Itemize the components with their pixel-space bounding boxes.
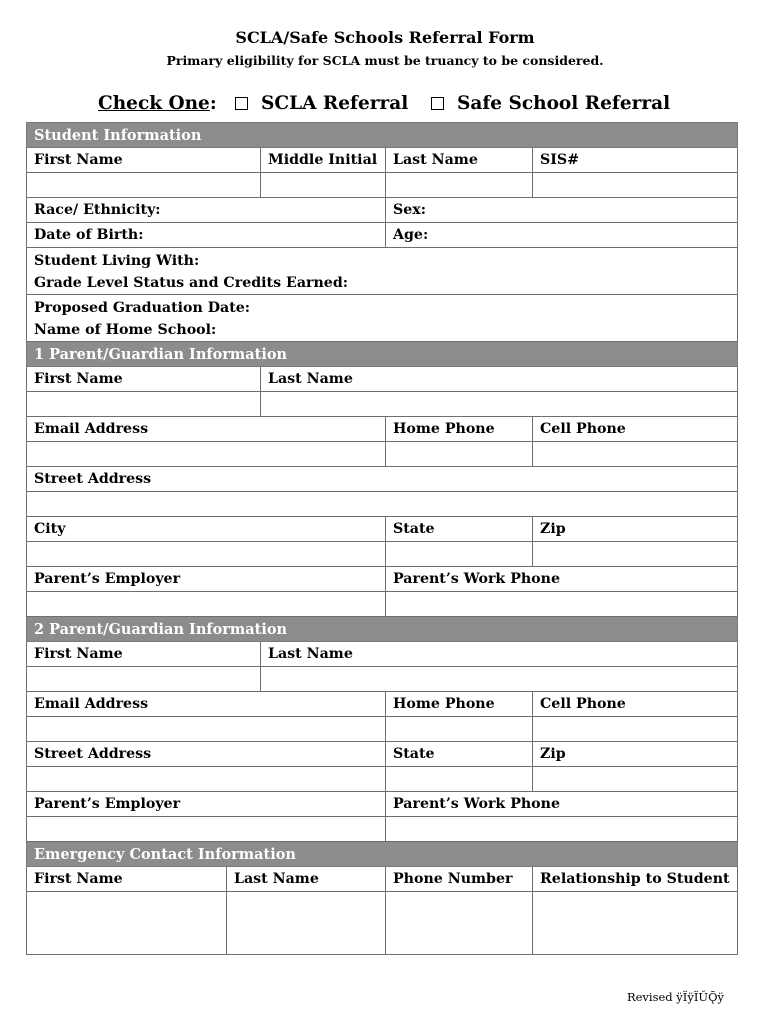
guardian1-email-field[interactable] <box>27 442 386 467</box>
safe-school-referral-option[interactable] <box>431 93 670 114</box>
guardian2-section-header <box>27 617 738 642</box>
guardian1-zip-label: Zip <box>533 517 738 542</box>
guardian1-first-name-field[interactable] <box>27 392 261 417</box>
guardian1-work-phone-label: Parent’s Work Phone <box>386 567 738 592</box>
form-title: SCLA/Safe Schools Referral Form <box>235 28 535 47</box>
guardian2-employer-label: Parent’s Employer <box>27 792 386 817</box>
guardian2-street-label: Street Address <box>27 742 386 767</box>
guardian2-first-name-label: First Name <box>27 642 261 667</box>
guardian1-zip-field[interactable] <box>533 542 738 567</box>
guardian1-street-field[interactable] <box>27 492 738 517</box>
student-middle-initial-field[interactable] <box>261 173 386 198</box>
scla-referral-label: SCLA Referral <box>261 93 409 114</box>
guardian1-employer-label: Parent’s Employer <box>27 567 386 592</box>
student-first-name-label: First Name <box>27 148 261 173</box>
emergency-phone-field[interactable] <box>386 892 533 955</box>
guardian1-work-phone-field[interactable] <box>386 592 738 617</box>
emergency-relationship-field[interactable] <box>533 892 738 955</box>
guardian1-home-phone-field[interactable] <box>386 442 533 467</box>
guardian2-state-label: State <box>386 742 533 767</box>
guardian1-heading: 1 Parent/Guardian Information <box>27 342 738 367</box>
guardian1-home-phone-label: Home Phone <box>386 417 533 442</box>
student-living-with-label: Student Living With: <box>34 253 200 269</box>
guardian2-first-name-field[interactable] <box>27 667 261 692</box>
guardian1-street-label: Street Address <box>27 467 738 492</box>
guardian2-heading: 2 Parent/Guardian Information <box>27 617 738 642</box>
guardian1-first-name-label: First Name <box>27 367 261 392</box>
student-grade-level-label: Grade Level Status and Credits Earned: <box>34 275 348 291</box>
guardian1-email-label: Email Address <box>27 417 386 442</box>
safe-school-referral-checkbox[interactable] <box>431 97 444 110</box>
student-first-name-field[interactable] <box>27 173 261 198</box>
scla-referral-option[interactable] <box>235 93 408 114</box>
student-middle-initial-label: Middle Initial <box>261 148 386 173</box>
student-dob-field[interactable]: Date of Birth: <box>27 223 386 248</box>
student-grad-date-label: Proposed Graduation Date: <box>34 300 251 316</box>
emergency-first-name-label: First Name <box>27 867 227 892</box>
check-one-text: Check One <box>98 93 210 114</box>
guardian2-last-name-label: Last Name <box>261 642 738 667</box>
student-race-field[interactable]: Race/ Ethnicity: <box>27 198 386 223</box>
emergency-heading: Emergency Contact Information <box>27 842 738 867</box>
student-age-field[interactable]: Age: <box>386 223 738 248</box>
guardian1-city-field[interactable] <box>27 542 386 567</box>
form-subtitle: Primary eligibility for SCLA must be truancy to be considered. <box>166 53 604 68</box>
guardian2-home-phone-label: Home Phone <box>386 692 533 717</box>
student-last-name-field[interactable] <box>386 173 533 198</box>
guardian2-state-field[interactable] <box>386 767 533 792</box>
guardian2-zip-field[interactable] <box>533 767 738 792</box>
student-heading: Student Information <box>27 123 738 148</box>
guardian2-last-name-field[interactable] <box>261 667 738 692</box>
guardian1-state-label: State <box>386 517 533 542</box>
guardian1-cell-phone-field[interactable] <box>533 442 738 467</box>
guardian2-cell-phone-field[interactable] <box>533 717 738 742</box>
emergency-last-name-field[interactable] <box>227 892 386 955</box>
student-living-grade-field[interactable] <box>27 248 738 295</box>
student-sex-field[interactable]: Sex: <box>386 198 738 223</box>
emergency-section-header <box>27 842 738 867</box>
guardian2-home-phone-field[interactable] <box>386 717 533 742</box>
scla-referral-checkbox[interactable] <box>235 97 248 110</box>
guardian1-section-header <box>27 342 738 367</box>
check-one-label <box>98 93 217 114</box>
student-section-header <box>27 123 738 148</box>
student-sis-label: SIS# <box>533 148 738 173</box>
student-sis-field[interactable] <box>533 173 738 198</box>
guardian2-work-phone-label: Parent’s Work Phone <box>386 792 738 817</box>
check-one-colon: : <box>209 93 217 114</box>
guardian1-employer-field[interactable] <box>27 592 386 617</box>
student-grad-school-field[interactable] <box>27 295 738 342</box>
guardian2-email-label: Email Address <box>27 692 386 717</box>
guardian2-cell-phone-label: Cell Phone <box>533 692 738 717</box>
emergency-relationship-label: Relationship to Student <box>533 867 738 892</box>
referral-form-table <box>26 122 738 955</box>
guardian2-employer-field[interactable] <box>27 817 386 842</box>
guardian2-zip-label: Zip <box>533 742 738 767</box>
student-last-name-label: Last Name <box>386 148 533 173</box>
emergency-first-name-field[interactable] <box>27 892 227 955</box>
guardian1-state-field[interactable] <box>386 542 533 567</box>
safe-school-referral-label: Safe School Referral <box>457 93 671 114</box>
emergency-last-name-label: Last Name <box>227 867 386 892</box>
guardian1-last-name-label: Last Name <box>261 367 738 392</box>
guardian2-work-phone-field[interactable] <box>386 817 738 842</box>
revised-date: Revised ÿÏÿÏŬǬÿ <box>626 990 724 1004</box>
guardian1-last-name-field[interactable] <box>261 392 738 417</box>
emergency-phone-label: Phone Number <box>386 867 533 892</box>
guardian2-street-field[interactable] <box>27 767 386 792</box>
guardian1-city-label: City <box>27 517 386 542</box>
guardian2-email-field[interactable] <box>27 717 386 742</box>
guardian1-cell-phone-label: Cell Phone <box>533 417 738 442</box>
student-home-school-label: Name of Home School: <box>34 322 217 338</box>
